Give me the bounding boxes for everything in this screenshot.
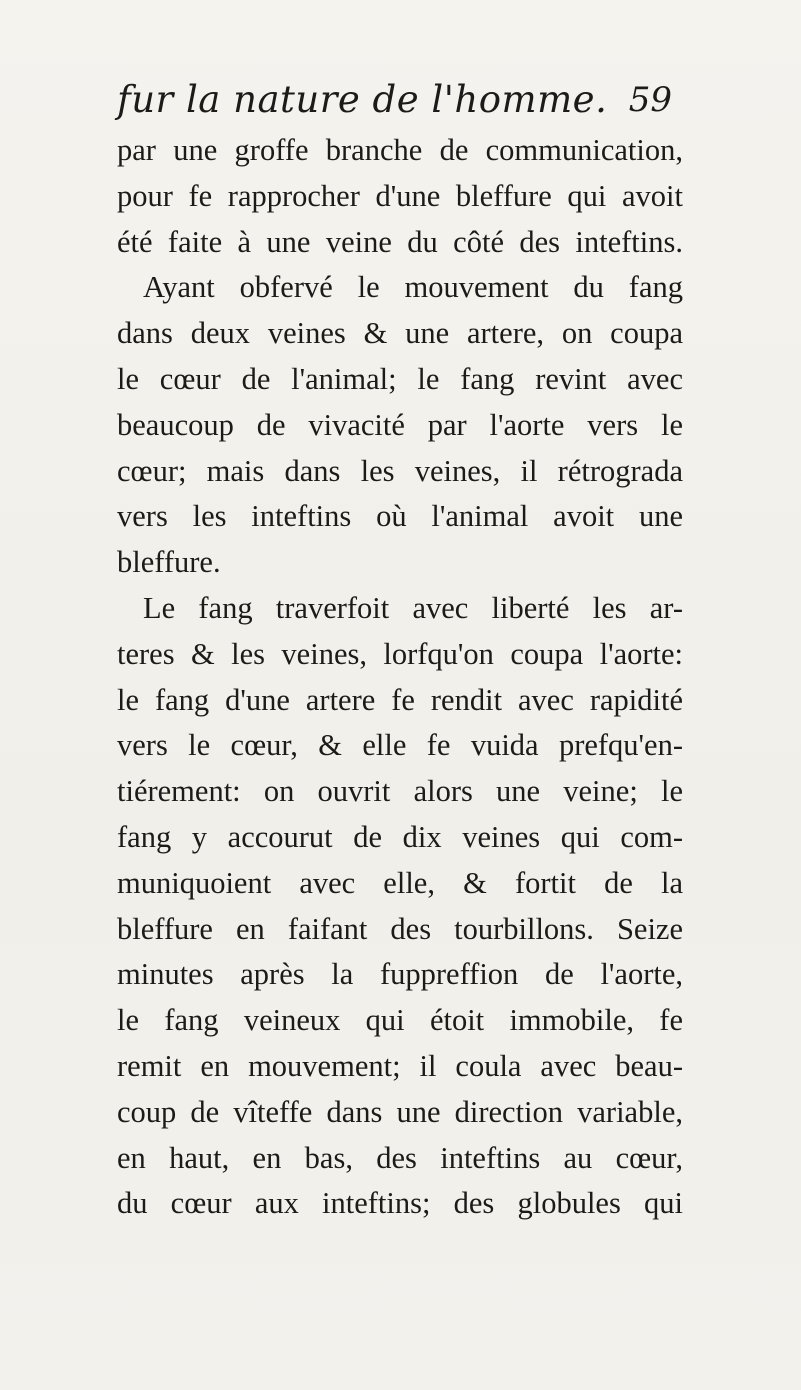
text-line: coup de vîteffe dans une direction variable,: [117, 1094, 683, 1129]
text-line: pour fe rapprocher d'une bleffure qui avoit: [117, 178, 683, 213]
text-line: bleffure en faifant des tourbillons. Seize: [117, 911, 683, 946]
text-line: le fang veineux qui étoit immobile, fe: [117, 1003, 683, 1038]
text-line: par une groffe branche de communication,: [117, 133, 683, 167]
text-line: minutes après la fuppreffion de l'aorte,: [117, 957, 683, 992]
text-line: beaucoup de vivacité par l'aorte vers le: [117, 407, 683, 442]
text-line: Ayant obfervé le mouvement du fang: [143, 270, 683, 305]
text-line: bleffure.: [117, 545, 221, 580]
body-text: [117, 128, 683, 1227]
text-line: Le fang traverfoit avec liberté les ar-: [143, 590, 683, 625]
text-line: vers les inteftins où l'animal avoit une: [117, 499, 683, 534]
text-line: remit en mouvement; il coula avec beau-: [117, 1048, 683, 1083]
text-line: le fang d'une artere fe rendit avec rapidité: [117, 682, 683, 717]
page-header: [117, 72, 672, 126]
text-line: teres & les veines, lorfqu'on coupa l'aorte:: [117, 636, 683, 671]
text-line: tiérement: on ouvrit alors une veine; le: [117, 774, 683, 809]
running-title: fur la nature de l'homme.: [117, 78, 608, 121]
text-line: dans deux veines & une artere, on coupa: [117, 316, 683, 351]
page-number: 59: [628, 80, 672, 120]
text-line: cœur; mais dans les veines, il rétrograda: [117, 453, 683, 488]
text-line: en haut, en bas, des inteftins au cœur,: [117, 1140, 683, 1175]
text-line: le cœur de l'animal; le fang revint avec: [117, 361, 683, 396]
text-line: du cœur aux inteftins; des globules qui: [117, 1186, 683, 1221]
text-line: muniquoient avec elle, & fortit de la: [117, 865, 683, 900]
text-line: fang y accourut de dix veines qui com-: [117, 819, 683, 854]
text-line: été faite à une veine du côté des inteftins.: [117, 224, 683, 259]
text-line: vers le cœur, & elle fe vuida prefqu'en-: [117, 728, 683, 763]
